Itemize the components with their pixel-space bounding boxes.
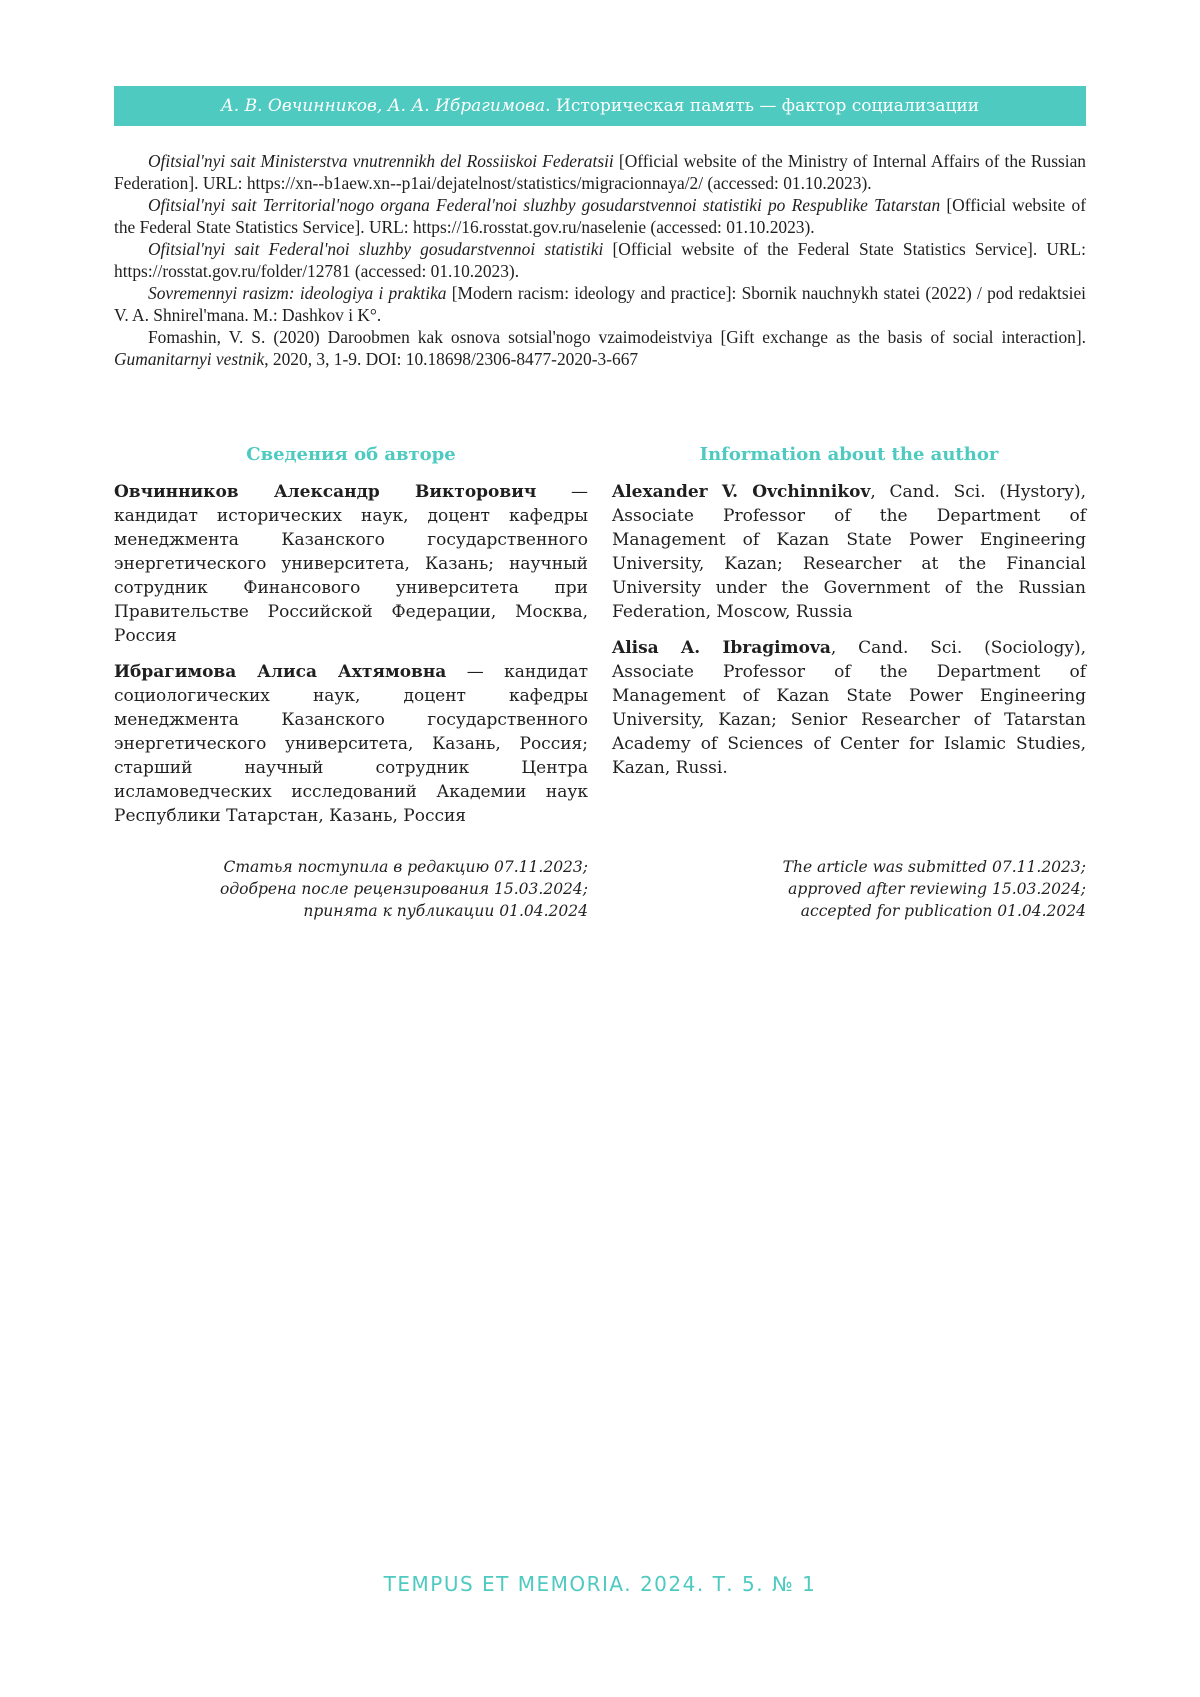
reference-item: Fomashin, V. S. (2020) Daroobmen kak osnova sotsial'nogo vzaimodeistviya [Gift exchange as the basis of social interaction]. Gumanitarnyi vestnik, 2020, 3, 1-9. DOI: 10.18698/2306-8477-2020-3-667 xyxy=(114,326,1086,370)
author-info-en-heading: Information about the author xyxy=(612,442,1086,468)
author-info-ru xyxy=(114,442,588,840)
author-name: Ибрагимова Алиса Ахтямовна xyxy=(114,662,446,682)
reference-item: Sovremennyi rasizm: ideologiya i praktika [Modern racism: ideology and practice]: Sbornik nauchnykh statei (2022) / pod redaktsiei V. A. Shnirel'mana. M.: Dashkov i K°. xyxy=(114,282,1086,326)
reference-item: Ofitsial'nyi sait Territorial'nogo organa Federal'noi sluzhby gosudarstvennoi statistiki po Respublike Tatarstan [Official website of the Federal State Statistics Service]. URL: https://16.rosstat.gov.ru/naselenie (accessed: 01.10.2023). xyxy=(114,194,1086,238)
references-list xyxy=(114,150,1086,370)
author-name: Alexander V. Ovchinnikov xyxy=(612,482,870,502)
date-line: Статья поступила в редакцию 07.11.2023; xyxy=(114,856,588,878)
submission-dates-en xyxy=(612,856,1086,922)
author-name: Alisa A. Ibragimova xyxy=(612,638,831,658)
date-line: одобрена после рецензирования 15.03.2024; xyxy=(114,878,588,900)
date-line: The article was submitted 07.11.2023; xyxy=(612,856,1086,878)
author-bio: Овчинников Александр Викторович — кандидат исторических наук, доцент кафедры менеджмента Казанского государственного энергетического университета, Казань; научный сотрудник Финансового университета при Правительстве Российской Федерации, Москва, Россия xyxy=(114,480,588,648)
author-bio: Alexander V. Ovchinnikov, Cand. Sci. (Hystory), Associate Professor of the Department of Management of Kazan State Power Engineering University, Kazan; Researcher at the Financial University under the Government of the Russian Federation, Moscow, Russia xyxy=(612,480,1086,624)
header-authors: А. В. Овчинников, А. А. Ибрагимова. xyxy=(221,96,551,116)
author-info-ru-heading: Сведения об авторе xyxy=(114,442,588,468)
header-title: Историческая память — фактор социализации xyxy=(556,96,979,116)
author-name: Овчинников Александр Викторович xyxy=(114,482,536,502)
submission-dates-ru xyxy=(114,856,588,922)
reference-item: Ofitsial'nyi sait Ministerstva vnutrennikh del Rossiiskoi Federatsii [Official website of the Ministry of Internal Affairs of the Russian Federation]. URL: https://xn--b1aew.xn--p1ai/dejatelnost/statistics/migracionnaya/2/ (accessed: 01.10.2023). xyxy=(114,150,1086,194)
date-line: approved after reviewing 15.03.2024; xyxy=(612,878,1086,900)
author-bio: Alisa A. Ibragimova, Cand. Sci. (Sociology), Associate Professor of the Department of Management of Kazan State Power Engineering University, Kazan; Senior Researcher of Tatarstan Academy of Sciences of Center for Islamic Studies, Kazan, Russi. xyxy=(612,636,1086,780)
reference-item: Ofitsial'nyi sait Federal'noi sluzhby gosudarstvennoi statistiki [Official website of the Federal State Statistics Service]. URL: https://rosstat.gov.ru/folder/12781 (accessed: 01.10.2023). xyxy=(114,238,1086,282)
running-header xyxy=(114,86,1086,126)
date-line: accepted for publication 01.04.2024 xyxy=(612,900,1086,922)
date-line: принята к публикации 01.04.2024 xyxy=(114,900,588,922)
author-bio: Ибрагимова Алиса Ахтямовна — кандидат социологических наук, доцент кафедры менеджмента Казанского государственного энергетического университета, Казань, Россия; старший научный сотрудник Центра исламоведческих исследований Академии наук Республики Татарстан, Казань, Россия xyxy=(114,660,588,828)
journal-footer: TEMPUS ET MEMORIA. 2024. Т. 5. № 1 xyxy=(0,1572,1200,1596)
author-info-en xyxy=(612,442,1086,792)
